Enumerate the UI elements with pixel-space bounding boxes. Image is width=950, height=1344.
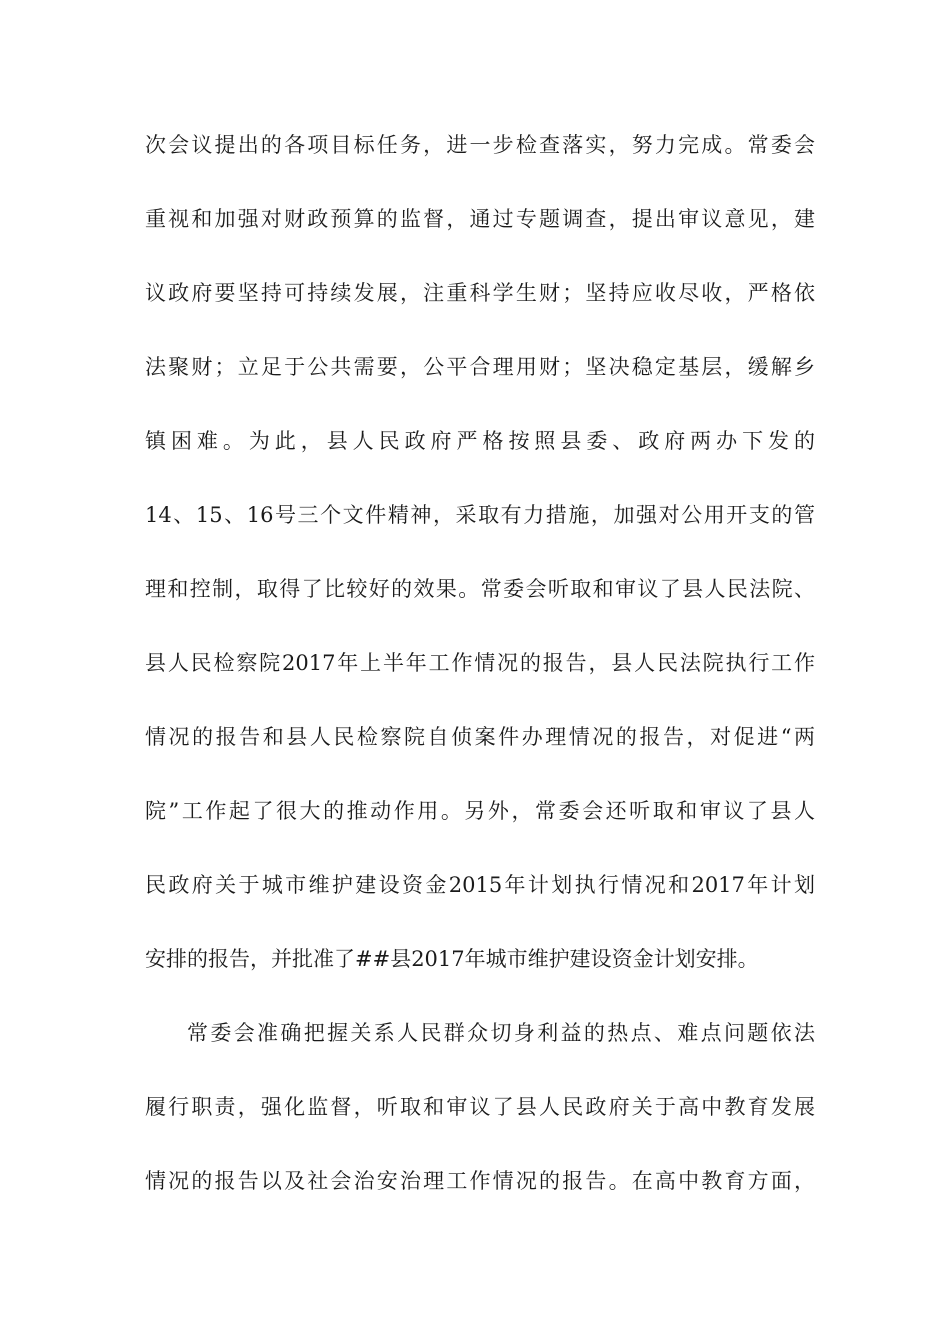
paragraph-first-line: 常委会准确把握关系人民群众切身利益的热点、难点问题依法 (187, 1021, 815, 1045)
text-line: 镇困难。为此，县人民政府严格按照县委、政府两办下发的 (145, 429, 815, 453)
text-line: 情况的报告和县人民检察院自侦案件办理情况的报告，对促进“两 (145, 725, 815, 749)
text-line: 法聚财；立足于公共需要，公平合理用财；坚决稳定基层，缓解乡 (145, 355, 815, 379)
text-line: 院”工作起了很大的推动作用。另外，常委会还听取和审议了县人 (145, 799, 815, 823)
text-line: 重视和加强对财政预算的监督，通过专题调查，提出审议意见，建 (145, 207, 815, 231)
text-line: 县人民检察院2017年上半年工作情况的报告，县人民法院执行工作 (145, 651, 815, 675)
text-line: 议政府要坚持可持续发展，注重科学生财；坚持应收尽收，严格依 (145, 281, 815, 305)
text-line: 履行职责，强化监督，听取和审议了县人民政府关于高中教育发展 (145, 1095, 815, 1119)
paragraph-last-line: 安排的报告，并批准了##县2017年城市维护建设资金计划安排。 (145, 947, 759, 971)
text-line: 理和控制，取得了比较好的效果。常委会听取和审议了县人民法院、 (145, 577, 815, 601)
text-line: 情况的报告以及社会治安治理工作情况的报告。在高中教育方面， (145, 1169, 815, 1193)
text-line: 民政府关于城市维护建设资金2015年计划执行情况和2017年计划 (145, 873, 815, 897)
text-line: 次会议提出的各项目标任务，进一步检查落实，努力完成。常委会 (145, 133, 815, 157)
text-line: 14、15、16号三个文件精神，采取有力措施，加强对公用开支的管 (145, 503, 815, 527)
